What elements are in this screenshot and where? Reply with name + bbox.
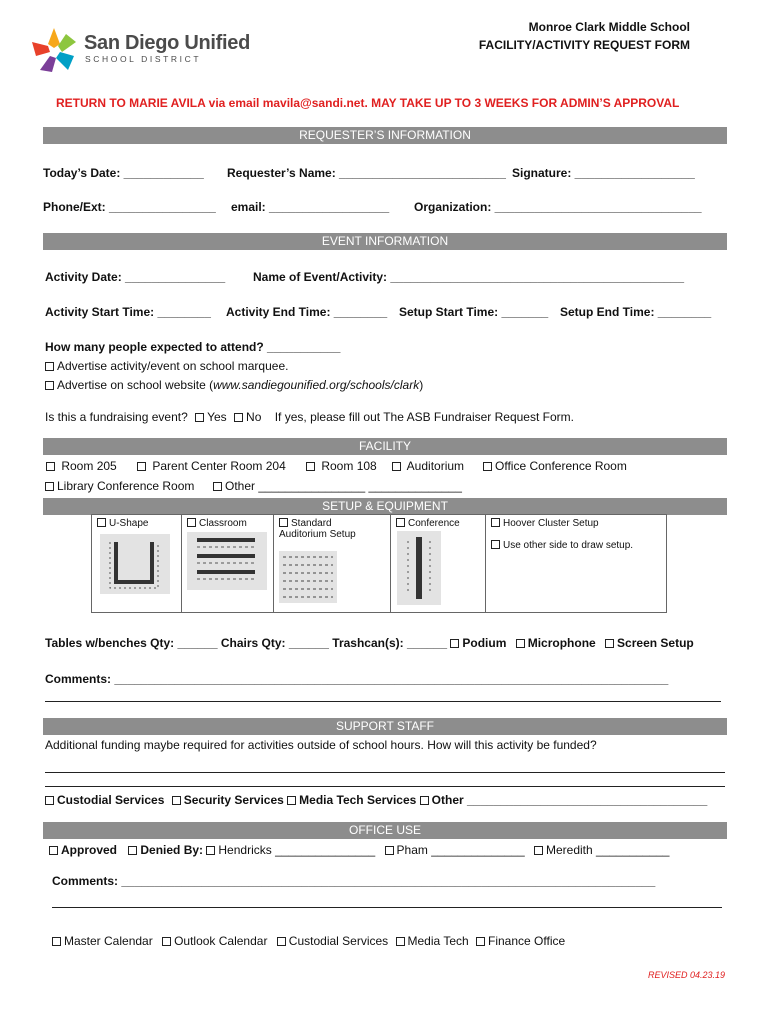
trash-field[interactable]: Trashcan(s): ______	[332, 636, 448, 650]
funding-line-2[interactable]	[45, 786, 725, 787]
security-label: Security Services	[183, 793, 284, 807]
checkbox-icon[interactable]	[45, 362, 54, 371]
checkbox-icon[interactable]	[392, 462, 401, 471]
no-label: No	[246, 410, 262, 424]
denied-label: Denied By:	[140, 843, 204, 857]
library-label: Library Conference Room	[57, 479, 195, 493]
other-support-field[interactable]: Other ____________________________________	[431, 793, 708, 807]
hoover-cell[interactable]	[486, 515, 667, 613]
room-204-option[interactable]	[137, 459, 286, 473]
pham-field[interactable]: Pham ______________	[396, 843, 525, 857]
logo-subtitle: SCHOOL DISTRICT	[85, 54, 202, 64]
comments-field[interactable]: Comments: ___________________________________________________________________________________	[45, 672, 669, 686]
office-media-label: Media Tech	[407, 934, 469, 948]
section-setup: SETUP & EQUIPMENT	[43, 498, 727, 515]
standard-label-2: Auditorium Setup	[279, 529, 356, 540]
checkbox-icon[interactable]	[396, 937, 405, 946]
checkbox-icon[interactable]	[396, 518, 405, 527]
office-conference-option[interactable]	[483, 459, 627, 473]
section-support: SUPPORT STAFF	[43, 718, 727, 735]
setup-start-field[interactable]: Setup Start Time: _______	[399, 305, 549, 319]
email-field[interactable]: email: __________________	[231, 200, 390, 214]
website-prefix: Advertise on school website (	[57, 378, 214, 392]
checkbox-icon[interactable]	[534, 846, 543, 855]
checkbox-icon[interactable]	[195, 413, 204, 422]
podium-label: Podium	[462, 636, 507, 650]
logo-title: San Diego Unified	[84, 32, 251, 54]
room-108-option[interactable]	[306, 459, 377, 473]
checkbox-icon[interactable]	[491, 518, 500, 527]
auditorium-diagram-icon	[279, 551, 337, 603]
room-label: Office Conference Room	[495, 459, 627, 473]
requester-name-field[interactable]: Requester’s Name: _________________________	[227, 166, 506, 180]
checkbox-icon[interactable]	[516, 639, 525, 648]
other-facility-option[interactable]	[213, 479, 462, 493]
setup-end-field[interactable]: Setup End Time: ________	[560, 305, 712, 319]
chairs-field[interactable]: Chairs Qty: ______	[220, 636, 329, 650]
checkbox-icon[interactable]	[491, 540, 500, 549]
library-option[interactable]	[45, 479, 194, 493]
marquee-option[interactable]	[45, 359, 288, 373]
checkbox-icon[interactable]	[277, 937, 286, 946]
checkbox-icon[interactable]	[49, 846, 58, 855]
finance-office-label: Finance Office	[488, 934, 566, 948]
hendricks-field[interactable]: Hendricks _______________	[218, 843, 376, 857]
todays-date-field[interactable]: Today’s Date: ____________	[43, 166, 204, 180]
event-name-field[interactable]: Name of Event/Activity: ____________________________________________	[253, 270, 685, 284]
checkbox-icon[interactable]	[45, 381, 54, 390]
checkbox-icon[interactable]	[187, 518, 196, 527]
ushape-diagram-icon	[100, 534, 170, 594]
conference-label: Conference	[408, 518, 460, 529]
master-calendar-label: Master Calendar	[64, 934, 153, 948]
checkbox-icon[interactable]	[137, 462, 146, 471]
website-url: www.sandiegounified.org/schools/clark	[213, 378, 420, 392]
ushape-label: U-Shape	[109, 518, 149, 529]
outlook-calendar-label: Outlook Calendar	[174, 934, 268, 948]
checkbox-icon[interactable]	[128, 846, 137, 855]
approved-label: Approved	[61, 843, 118, 857]
room-label: Auditorium	[406, 459, 465, 473]
classroom-label: Classroom	[199, 518, 247, 529]
school-name: Monroe Clark Middle School	[528, 20, 690, 34]
activity-date-field[interactable]: Activity Date: _______________	[45, 270, 226, 284]
funding-question: Additional funding maybe required for activities outside of school hours. How will this activity be funded?	[45, 738, 597, 752]
checkbox-icon[interactable]	[279, 518, 288, 527]
other-side-label: Use other side to draw setup.	[503, 540, 634, 551]
checkbox-icon[interactable]	[213, 482, 222, 491]
star-logo-icon	[30, 26, 78, 74]
room-205-option[interactable]	[46, 459, 117, 473]
return-notice: RETURN TO MARIE AVILA via email mavila@sandi.net. MAY TAKE UP TO 3 WEEKS FOR ADMIN’S APPROVAL	[56, 96, 680, 110]
office-custodial-label: Custodial Services	[288, 934, 389, 948]
office-distribution-row	[52, 934, 565, 948]
equipment-row	[45, 636, 694, 650]
conference-diagram-icon	[397, 531, 441, 605]
checkbox-icon[interactable]	[420, 796, 429, 805]
custodial-label: Custodial Services	[57, 793, 165, 807]
checkbox-icon[interactable]	[97, 518, 106, 527]
organization-field[interactable]: Organization: _______________________________	[414, 200, 702, 214]
checkbox-icon[interactable]	[172, 796, 181, 805]
form-title: FACILITY/ACTIVITY REQUEST FORM	[478, 38, 690, 52]
room-label: Parent Center Room 204	[152, 459, 286, 473]
room-label: Room 108	[321, 459, 377, 473]
checkbox-icon[interactable]	[45, 482, 54, 491]
checkbox-icon[interactable]	[476, 937, 485, 946]
comments-line[interactable]	[45, 701, 721, 702]
microphone-label: Microphone	[527, 636, 596, 650]
checkbox-icon[interactable]	[46, 462, 55, 471]
checkbox-icon[interactable]	[605, 639, 614, 648]
meredith-field[interactable]: Meredith ___________	[546, 843, 670, 857]
checkbox-icon[interactable]	[52, 937, 61, 946]
fundraising-note: If yes, please fill out The ASB Fundraiser Request Form.	[274, 410, 574, 424]
checkbox-icon[interactable]	[450, 639, 459, 648]
support-options	[45, 793, 707, 807]
section-requester: REQUESTER’S INFORMATION	[43, 127, 727, 144]
hoover-label: Hoover Cluster Setup	[503, 518, 599, 529]
attendance-field[interactable]: How many people expected to attend? ___________	[45, 340, 341, 354]
auditorium-option[interactable]	[392, 459, 464, 473]
fundraising-question: Is this a fundraising event?	[45, 410, 188, 424]
website-suffix: )	[419, 378, 424, 392]
start-time-field[interactable]: Activity Start Time: ________	[45, 305, 211, 319]
screen-label: Screen Setup	[617, 636, 694, 650]
checkbox-icon[interactable]	[162, 937, 171, 946]
tables-field[interactable]: Tables w/benches Qty: ______	[45, 636, 218, 650]
website-option[interactable]	[45, 378, 423, 392]
marquee-label: Advertise activity/event on school marquee.	[57, 359, 289, 373]
office-comments-line[interactable]	[52, 907, 722, 908]
media-label: Media Tech Services	[299, 793, 417, 807]
end-time-field[interactable]: Activity End Time: ________	[226, 305, 388, 319]
section-event: EVENT INFORMATION	[43, 233, 727, 250]
checkbox-icon[interactable]	[206, 846, 215, 855]
checkbox-icon[interactable]	[483, 462, 492, 471]
checkbox-icon[interactable]	[234, 413, 243, 422]
yes-label: Yes	[207, 410, 227, 424]
fundraising-row	[45, 410, 574, 424]
office-comments-field[interactable]: Comments: ________________________________________________________________________________	[52, 874, 656, 888]
office-approval-row	[49, 843, 669, 857]
funding-line-1[interactable]	[45, 772, 725, 773]
section-office: OFFICE USE	[43, 822, 727, 839]
phone-field[interactable]: Phone/Ext: ________________	[43, 200, 216, 214]
checkbox-icon[interactable]	[306, 462, 315, 471]
checkbox-icon[interactable]	[45, 796, 54, 805]
checkbox-icon[interactable]	[287, 796, 296, 805]
checkbox-icon[interactable]	[385, 846, 394, 855]
signature-field[interactable]: Signature: __________________	[512, 166, 695, 180]
classroom-diagram-icon	[187, 532, 267, 590]
revised-date: REVISED 04.23.19	[647, 970, 725, 980]
section-facility: FACILITY	[43, 438, 727, 455]
setup-table	[91, 514, 667, 613]
other-label: Other ________________ ______________	[225, 479, 462, 493]
standard-label: Standard	[291, 518, 332, 529]
room-label: Room 205	[61, 459, 117, 473]
